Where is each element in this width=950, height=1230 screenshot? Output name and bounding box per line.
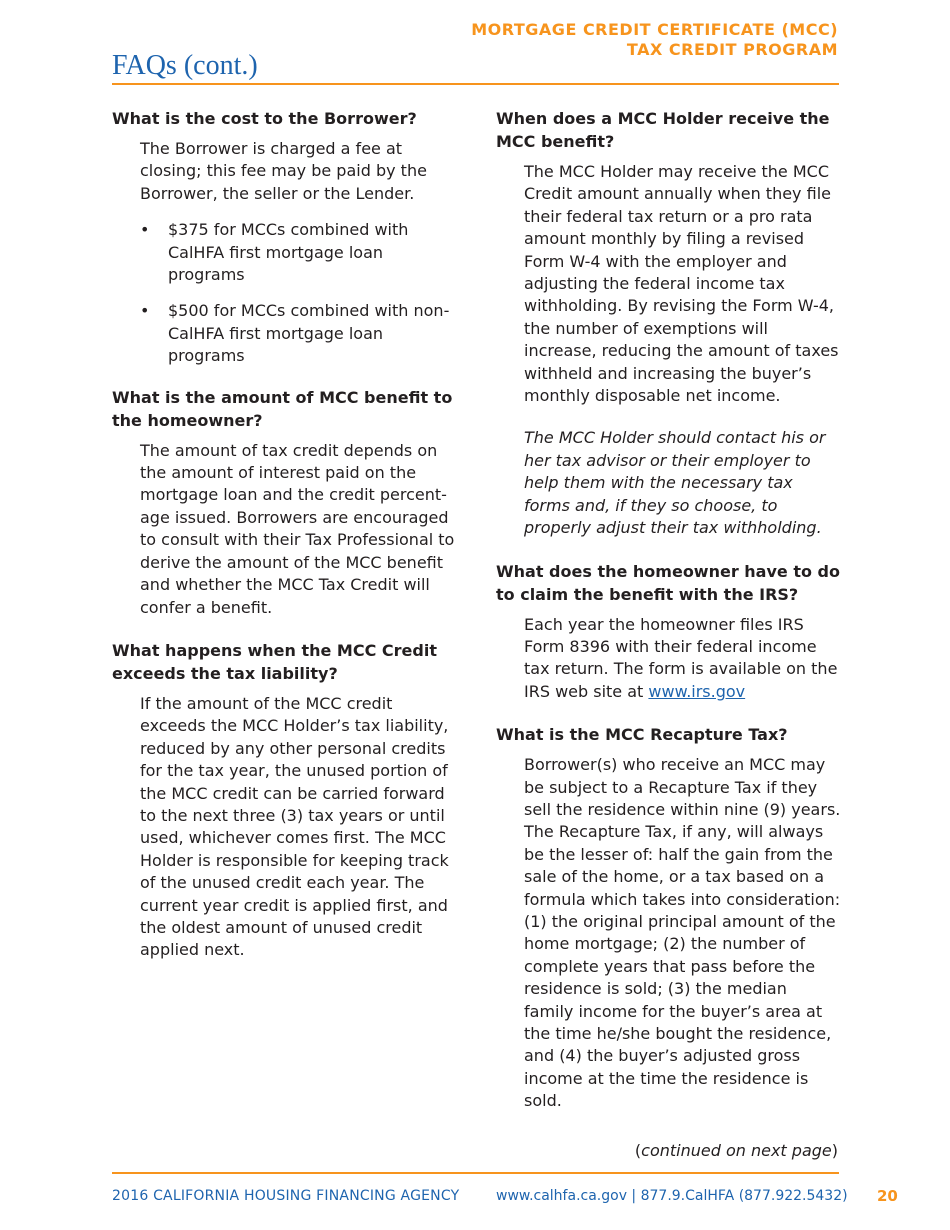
fee-item-text: $500 for MCCs combined with non-CalHFA first mortgage loan programs: [168, 301, 450, 366]
answer-irs-claim: [524, 614, 841, 704]
footer-contact[interactable]: www.calhfa.ca.gov | 877.9.CalHFA (877.922.5432): [496, 1188, 848, 1204]
left-column: [112, 107, 457, 982]
answer-benefit-timing: The MCC Holder may receive the MCC Credit amount annually when they file their federal tax return or a pro rata amount monthly by filing a revised Form W-4 with the employer and adjusting the federal income tax withholding. By revising the Form W-4, the number of exemptions will increase, reducing the amount of taxes withheld and increasing the buyer’s monthly disposable net income.: [524, 162, 839, 406]
program-title: [471, 20, 838, 60]
answer-benefit-amount: The amount of tax credit depends on the amount of interest paid on the mortgage loan and the credit percent-age issued. Borrowers are encouraged to consult with their Tax Professional to derive the amount of the MCC benefit and whether the MCC Tax Credit will confer a benefit.: [140, 440, 455, 617]
answer-irs-claim-text: Each year the homeowner files IRS Form 8396 with their federal income tax return. The form is available on the IRS web site at: [524, 614, 838, 701]
header-divider: [112, 83, 839, 85]
answer-borrower-cost: The Borrower is charged a fee at closing; this fee may be paid by the Borrower, the seller or the Lender.: [140, 139, 427, 203]
fee-item-text: $375 for MCCs combined with CalHFA first mortgage loan programs: [168, 220, 409, 285]
list-item: [140, 300, 457, 367]
bullet-icon: •: [140, 220, 150, 240]
program-title-line2: TAX CREDIT PROGRAM: [626, 40, 838, 59]
page-number: 20: [877, 1187, 898, 1205]
footer-divider: [112, 1172, 839, 1174]
question-credit-exceeds: What happens when the MCC Credit exceeds the tax liability?: [112, 640, 437, 683]
question-recapture-tax: What is the MCC Recapture Tax?: [496, 725, 788, 745]
question-benefit-amount: What is the amount of MCC benefit to the homeowner?: [112, 387, 453, 430]
question-irs-claim: What does the homeowner have to do to claim the benefit with the IRS?: [496, 561, 840, 604]
continued-close: ): [831, 1141, 838, 1160]
answer-recapture-tax: Borrower(s) who receive an MCC may be subject to a Recapture Tax if they sell the residence within nine (9) years. The Recapture Tax, if any, will always be the lesser of: half the gain from the sale of the home, or a tax based on a formula which takes into consideration: (1) the original principal amount of the home mortgage; (2) the number of complete years that pass before the residence is sold; (3) the median family income for the buyer’s area at the time he/she bought the residence, and (4) the buyer’s adjusted gross income at the time the residence is sold.: [524, 755, 841, 1111]
question-borrower-cost: What is the cost to the Borrower?: [112, 109, 417, 128]
irs-link[interactable]: www.irs.gov: [648, 681, 746, 701]
advisory-note: The MCC Holder should contact his or her tax advisor or their employer to help them with the necessary tax forms and, if they so choose, to properly adjust their tax withholding.: [524, 428, 826, 538]
footer-agency: 2016 CALIFORNIA HOUSING FINANCING AGENCY: [112, 1188, 460, 1204]
continued-open: (: [634, 1141, 642, 1160]
fee-list: [140, 219, 457, 367]
continued-text: continued on next page: [641, 1141, 832, 1160]
page-title: FAQs (cont.): [112, 50, 258, 81]
question-benefit-timing: When does a MCC Holder receive the MCC benefit?: [496, 109, 830, 151]
continued-note: [635, 1141, 838, 1160]
list-item: [140, 219, 457, 286]
program-title-line1: MORTGAGE CREDIT CERTIFICATE (MCC): [471, 20, 838, 39]
right-column: [496, 107, 841, 1133]
answer-credit-exceeds: If the amount of the MCC credit exceeds the MCC Holder’s tax liability, reduced by any other personal credits for the tax year, the unused portion of the MCC credit can be carried forward to the next three (3) tax years or until used, whichever comes first. The MCC Holder is responsible for keeping track of the unused credit each year. The current year credit is applied first, and the oldest amount of unused credit applied next.: [140, 693, 449, 960]
bullet-icon: •: [140, 301, 150, 321]
